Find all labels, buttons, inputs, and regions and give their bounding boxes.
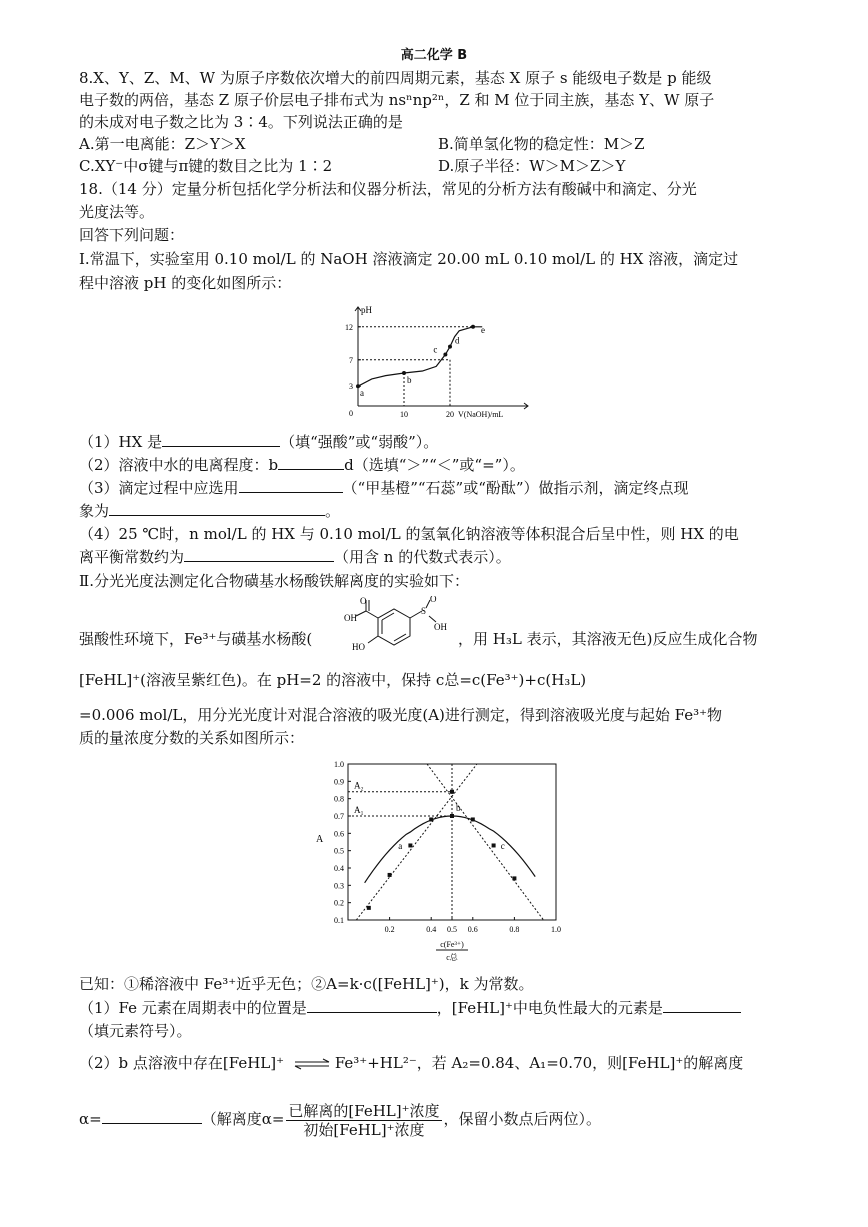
y-tick-label: 1.0: [334, 760, 344, 769]
sub1-text-2: （填“强酸”或“弱酸”）。: [280, 433, 439, 451]
rising-tangent: [356, 764, 477, 920]
sulfur-label: S: [421, 606, 427, 616]
falling-tangent: [427, 764, 543, 920]
fraction-denominator: 初始[FeHL]⁺浓度: [303, 1120, 425, 1139]
phenol-ho-label: HO: [352, 642, 365, 652]
point-label-c: c: [433, 344, 438, 355]
answer-blank-5[interactable]: [184, 547, 334, 562]
part1-line2: 程中溶液 pH 的变化如图所示：: [79, 274, 292, 292]
y-tick-label: 0.3: [334, 881, 344, 891]
part2-text-c: [FeHL]⁺(溶液呈紫红色)。在 pH=2 的溶液中，保持 c总=c(Fe³⁺)+c(H₃L): [79, 671, 587, 689]
ph-curve: [358, 327, 482, 386]
y-tick-label: 0.9: [334, 777, 344, 787]
t1-text-2: ，[FeHL]⁺中电负性最大的元素是: [436, 999, 663, 1017]
q8-line3: 的未成对电子数之比为 3∶4。下列说法正确的是: [79, 113, 403, 131]
q8-line2: 电子数的两倍，基态 Z 原子价层电子排布式为 nsⁿnp²ⁿ，Z 和 M 位于同主族，基态 Y、W 原子: [79, 91, 715, 109]
sulfosalicylic-acid-structure: [338, 596, 450, 662]
y-tick-label: 0.8: [334, 794, 344, 804]
x-tick-label: 0.2: [384, 925, 395, 934]
a1-label: A₁: [354, 805, 364, 815]
part2-text-d: =0.006 mol/L，用分光光度计对混合溶液的吸光度(A)进行测定，得到溶液吸光度与起始 Fe³⁺物: [79, 706, 723, 724]
point-b: [402, 371, 406, 375]
y-axis-label: pH: [361, 305, 372, 315]
data-point: [512, 876, 516, 880]
data-point: [450, 814, 454, 818]
sub2-text: （2）溶液中水的电离程度：b: [79, 456, 279, 474]
sub3-text: （3）滴定过程中应选用: [79, 479, 239, 497]
part1-line1: Ⅰ.常温下，实验室用 0.10 mol/L 的 NaOH 溶液滴定 20.00 mL 0.10 mol/L 的 HX 溶液，滴定过: [79, 250, 739, 268]
x-axis-label: V(NaOH)/mL: [458, 410, 504, 419]
q18-line3: 回答下列问题：: [79, 226, 185, 244]
sub3-text-4: 。: [325, 502, 341, 520]
t1-text: （1）Fe 元素在周期表中的位置是: [79, 999, 307, 1017]
point-c: [443, 353, 447, 357]
t2: [79, 1053, 743, 1073]
data-point: [429, 817, 433, 821]
y-tick-label: 0.2: [334, 898, 344, 908]
x-tick-label: 10: [400, 410, 408, 419]
sub3-cont: [79, 501, 340, 521]
answer-blank-3[interactable]: [239, 478, 343, 493]
q8-option-a: A.第一电离能：Z＞Y＞X: [79, 135, 246, 153]
sub1: [79, 432, 438, 452]
part2-text-b: ，用 H₃L 表示，其溶液无色)反应生成化合物: [458, 630, 758, 648]
q8-option-d: D.原子半径：W＞M＞Z＞Y: [438, 157, 626, 175]
part2-text-a: 强酸性环境下，Fe³⁺与磺基水杨酸(: [79, 630, 313, 648]
y-tick-label: 0.6: [334, 829, 344, 839]
data-point: [471, 817, 475, 821]
y-tick-label: 3: [349, 382, 353, 392]
point-label-d: d: [455, 335, 460, 346]
t1-cont: （填元素符号）。: [79, 1022, 192, 1040]
point-label-b: b: [407, 375, 412, 385]
answer-blank-1[interactable]: [162, 432, 280, 447]
x-tick-label: 0: [349, 409, 353, 418]
y-tick-label: 0.5: [334, 846, 344, 856]
answer-blank-8[interactable]: [102, 1109, 202, 1124]
t3-text-3: ，保留小数点后两位）。: [443, 1110, 602, 1128]
sub1-text: （1）HX 是: [79, 433, 163, 451]
q8-option-b: B.简单氢化物的稳定性：M＞Z: [438, 135, 645, 153]
t3-text-2: （解离度α=: [201, 1110, 285, 1128]
t2-text-2: Fe³⁺+HL²⁻，若 A₂=0.84、A₁=0.70，则[FeHL]⁺的解离度: [334, 1054, 744, 1072]
t3-text: α=: [79, 1110, 102, 1128]
equilibrium-arrow-icon: [293, 1058, 331, 1070]
part2-text-e: 质的量浓度分数的关系如图所示：: [79, 729, 305, 747]
absorbance-curve: [365, 816, 536, 883]
so3h-oh-label: OH: [434, 622, 447, 632]
answer-blank-6[interactable]: [307, 998, 437, 1013]
y-tick-label: 0.4: [334, 864, 344, 873]
sub4-text-2: （用含 n 的代数式表示）。: [334, 548, 511, 566]
x-label-denominator: c总: [446, 953, 458, 962]
sub4-line1: （4）25 ℃时，n mol/L 的 HX 与 0.10 mol/L 的氢氧化钠溶液等体积混合后呈中性，则 HX 的电: [79, 525, 739, 543]
sub4-text: 离平衡常数约为: [79, 548, 185, 566]
answer-blank-4[interactable]: [109, 501, 325, 516]
t3: [79, 1100, 601, 1139]
x-tick-label: 0.5: [447, 925, 457, 934]
x-tick-label: 20: [446, 410, 454, 419]
data-point: [492, 843, 496, 847]
carbonyl-o-label: O: [360, 596, 367, 606]
cooh-oh-label: OH: [344, 613, 357, 623]
point-d: [448, 345, 452, 349]
a2-label: A₂: [354, 780, 364, 791]
q18-line1: 18.（14 分）定量分析包括化学分析法和仪器分析法，常见的分析方法有酸碱中和滴定、分光: [79, 180, 697, 198]
sub2-text-2: d（选填“＞”“＜”或“=”）。: [344, 456, 525, 474]
y-tick-label: 7: [349, 355, 353, 365]
point-label-e: e: [481, 324, 485, 335]
answer-blank-7[interactable]: [663, 998, 741, 1013]
y-tick-label: 12: [345, 322, 353, 332]
q8-line1: 8.X、Y、Z、M、W 为原子序数依次增大的前四周期元素，基态 X 原子 s 能级电子数是 p 能级: [79, 69, 712, 87]
sub3: [79, 478, 689, 498]
sub2: [79, 455, 525, 475]
x-label-numerator: c(Fe³⁺): [440, 940, 464, 949]
page-title: 高二化学 B: [400, 48, 468, 63]
x-tick-label: 0.8: [509, 925, 520, 934]
point-label-a: a: [398, 841, 403, 852]
data-point: [367, 906, 371, 910]
sulfonyl-o-label: O: [430, 596, 437, 604]
absorbance-chart: [310, 756, 570, 962]
data-point: [408, 843, 412, 847]
answer-blank-2[interactable]: [278, 455, 344, 470]
point-label-a: a: [360, 388, 364, 399]
x-tick-label: 0.4: [426, 925, 437, 934]
q18-line2: 光度法等。: [79, 203, 155, 221]
dissociation-fraction: [286, 1102, 441, 1139]
sub3-text-2: （“甲基橙”“石蕊”或“酚酞”）做指示剂，滴定终点现: [342, 479, 689, 497]
point-label-b: b: [456, 802, 461, 813]
x-tick-label: 1.0: [551, 925, 561, 934]
data-point: [450, 790, 454, 794]
point-label-c: c: [500, 841, 505, 852]
y-axis-label: A: [316, 834, 324, 845]
sub4-line2: [79, 547, 511, 567]
fraction-numerator: 已解离的[FeHL]⁺浓度: [288, 1101, 440, 1120]
t2-text: （2）b 点溶液中存在[FeHL]⁺: [79, 1054, 285, 1072]
y-tick-label: 0.1: [334, 916, 344, 925]
known-note: 已知：①稀溶液中 Fe³⁺近乎无色；②A=k·c([FeHL]⁺)，k 为常数。: [79, 975, 534, 993]
point-e: [471, 325, 475, 329]
titration-chart: [330, 303, 540, 421]
data-point: [388, 873, 392, 877]
part2-title: Ⅱ.分光光度法测定化合物磺基水杨酸铁解离度的实验如下：: [79, 572, 469, 590]
t1: [79, 998, 741, 1018]
q8-option-c: C.XY⁻中σ键与π键的数目之比为 1∶2: [79, 157, 333, 175]
x-tick-label: 0.6: [467, 925, 478, 934]
sub3-text-3: 象为: [79, 502, 110, 520]
y-tick-label: 0.7: [334, 812, 344, 821]
